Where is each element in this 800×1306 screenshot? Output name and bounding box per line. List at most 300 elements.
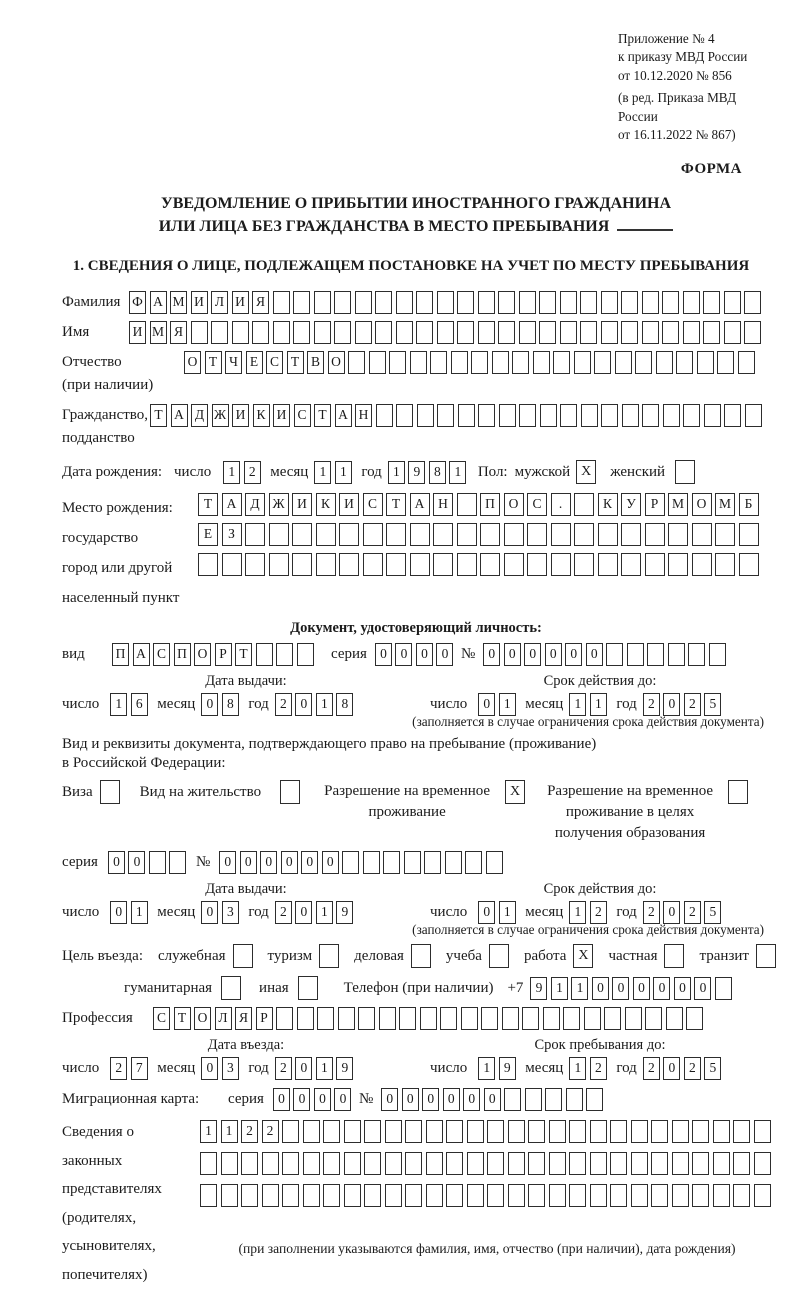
- char-cell[interactable]: [504, 1088, 521, 1111]
- char-cell[interactable]: [169, 851, 186, 874]
- char-cell[interactable]: Ч: [225, 351, 242, 374]
- char-cell[interactable]: 0: [504, 643, 521, 666]
- char-cell[interactable]: [549, 1120, 566, 1143]
- char-cell[interactable]: [437, 291, 454, 314]
- char-cell[interactable]: 9: [408, 461, 425, 484]
- char-cell[interactable]: 1: [590, 693, 607, 716]
- char-cell[interactable]: [269, 523, 289, 546]
- char-cell[interactable]: [344, 1152, 361, 1175]
- sex-female-checkbox[interactable]: [675, 460, 695, 484]
- char-cell[interactable]: [480, 553, 500, 576]
- char-cell[interactable]: [396, 404, 413, 427]
- char-cell[interactable]: 2: [275, 901, 292, 924]
- char-cell[interactable]: [610, 1120, 627, 1143]
- char-cell[interactable]: [580, 291, 597, 314]
- char-cell[interactable]: [252, 321, 269, 344]
- char-cell[interactable]: [363, 851, 380, 874]
- char-cell[interactable]: 2: [643, 1057, 660, 1080]
- char-cell[interactable]: [486, 851, 503, 874]
- char-cell[interactable]: [662, 321, 679, 344]
- char-cell[interactable]: [563, 1007, 580, 1030]
- char-cell[interactable]: 0: [478, 901, 495, 924]
- char-cell[interactable]: 0: [381, 1088, 398, 1111]
- char-cell[interactable]: Т: [386, 493, 406, 516]
- char-cell[interactable]: [492, 351, 509, 374]
- char-cell[interactable]: [405, 1152, 422, 1175]
- doc-series-cells[interactable]: [375, 643, 457, 666]
- permit-issue-year-cells[interactable]: [275, 901, 357, 924]
- char-cell[interactable]: [713, 1152, 730, 1175]
- char-cell[interactable]: [590, 1152, 607, 1175]
- char-cell[interactable]: [363, 553, 383, 576]
- char-cell[interactable]: О: [194, 643, 211, 666]
- char-cell[interactable]: [457, 493, 477, 516]
- char-cell[interactable]: [642, 404, 659, 427]
- purpose-gumanitarnaya-checkbox[interactable]: [221, 976, 241, 1000]
- char-cell[interactable]: [404, 851, 421, 874]
- char-cell[interactable]: 1: [314, 461, 331, 484]
- char-cell[interactable]: [437, 404, 454, 427]
- char-cell[interactable]: С: [153, 643, 170, 666]
- char-cell[interactable]: С: [153, 1007, 170, 1030]
- char-cell[interactable]: 0: [653, 977, 670, 1000]
- char-cell[interactable]: [410, 523, 430, 546]
- char-cell[interactable]: [549, 1184, 566, 1207]
- char-cell[interactable]: [683, 321, 700, 344]
- doc-type-cells[interactable]: [112, 643, 317, 666]
- char-cell[interactable]: [262, 1152, 279, 1175]
- doc-issue-day-cells[interactable]: [110, 693, 151, 716]
- char-cell[interactable]: [631, 1120, 648, 1143]
- char-cell[interactable]: [457, 553, 477, 576]
- char-cell[interactable]: [211, 321, 228, 344]
- char-cell[interactable]: [317, 1007, 334, 1030]
- char-cell[interactable]: [622, 404, 639, 427]
- char-cell[interactable]: [440, 1007, 457, 1030]
- char-cell[interactable]: Т: [198, 493, 218, 516]
- char-cell[interactable]: [478, 291, 495, 314]
- char-cell[interactable]: [692, 1184, 709, 1207]
- char-cell[interactable]: 1: [221, 1120, 238, 1143]
- char-cell[interactable]: О: [692, 493, 712, 516]
- char-cell[interactable]: И: [339, 493, 359, 516]
- char-cell[interactable]: Л: [211, 291, 228, 314]
- char-cell[interactable]: [297, 643, 314, 666]
- char-cell[interactable]: [560, 291, 577, 314]
- birth-month-cells[interactable]: [314, 461, 355, 484]
- char-cell[interactable]: [754, 1152, 771, 1175]
- char-cell[interactable]: 7: [131, 1057, 148, 1080]
- char-cell[interactable]: С: [527, 493, 547, 516]
- char-cell[interactable]: 0: [295, 901, 312, 924]
- purpose-chastnaya-checkbox[interactable]: [664, 944, 684, 968]
- char-cell[interactable]: П: [112, 643, 129, 666]
- char-cell[interactable]: Я: [252, 291, 269, 314]
- char-cell[interactable]: Б: [739, 493, 759, 516]
- stay-until-year-cells[interactable]: [643, 1057, 725, 1080]
- char-cell[interactable]: [200, 1152, 217, 1175]
- char-cell[interactable]: 0: [201, 1057, 218, 1080]
- purpose-ucheba-checkbox[interactable]: [489, 944, 509, 968]
- representatives-cells-row3[interactable]: [200, 1184, 774, 1207]
- char-cell[interactable]: [416, 291, 433, 314]
- char-cell[interactable]: [446, 1152, 463, 1175]
- char-cell[interactable]: К: [253, 404, 270, 427]
- char-cell[interactable]: Т: [314, 404, 331, 427]
- char-cell[interactable]: [668, 643, 685, 666]
- char-cell[interactable]: С: [363, 493, 383, 516]
- char-cell[interactable]: [420, 1007, 437, 1030]
- char-cell[interactable]: В: [307, 351, 324, 374]
- birth-year-cells[interactable]: [388, 461, 470, 484]
- char-cell[interactable]: [364, 1152, 381, 1175]
- char-cell[interactable]: [512, 351, 529, 374]
- char-cell[interactable]: [713, 1120, 730, 1143]
- char-cell[interactable]: [672, 1120, 689, 1143]
- char-cell[interactable]: [676, 351, 693, 374]
- char-cell[interactable]: [417, 404, 434, 427]
- char-cell[interactable]: [754, 1184, 771, 1207]
- char-cell[interactable]: 8: [429, 461, 446, 484]
- char-cell[interactable]: [292, 553, 312, 576]
- entry-month-cells[interactable]: [201, 1057, 242, 1080]
- char-cell[interactable]: [656, 351, 673, 374]
- char-cell[interactable]: [276, 1007, 293, 1030]
- char-cell[interactable]: 2: [643, 901, 660, 924]
- char-cell[interactable]: [446, 1184, 463, 1207]
- char-cell[interactable]: 3: [222, 1057, 239, 1080]
- patronymic-cells[interactable]: [184, 351, 758, 374]
- char-cell[interactable]: [355, 321, 372, 344]
- char-cell[interactable]: [601, 291, 618, 314]
- char-cell[interactable]: [610, 1184, 627, 1207]
- char-cell[interactable]: 2: [590, 1057, 607, 1080]
- char-cell[interactable]: 0: [293, 1088, 310, 1111]
- citizenship-cells[interactable]: [150, 404, 765, 427]
- char-cell[interactable]: О: [184, 351, 201, 374]
- char-cell[interactable]: И: [273, 404, 290, 427]
- char-cell[interactable]: 5: [704, 901, 721, 924]
- char-cell[interactable]: 2: [244, 461, 261, 484]
- char-cell[interactable]: [606, 643, 623, 666]
- char-cell[interactable]: 0: [586, 643, 603, 666]
- char-cell[interactable]: [457, 523, 477, 546]
- char-cell[interactable]: А: [335, 404, 352, 427]
- char-cell[interactable]: [276, 643, 293, 666]
- char-cell[interactable]: 2: [643, 693, 660, 716]
- char-cell[interactable]: 8: [222, 693, 239, 716]
- char-cell[interactable]: [508, 1152, 525, 1175]
- char-cell[interactable]: [744, 321, 761, 344]
- char-cell[interactable]: 0: [612, 977, 629, 1000]
- char-cell[interactable]: Л: [215, 1007, 232, 1030]
- char-cell[interactable]: [269, 553, 289, 576]
- char-cell[interactable]: [724, 291, 741, 314]
- char-cell[interactable]: [586, 1088, 603, 1111]
- char-cell[interactable]: [446, 1120, 463, 1143]
- char-cell[interactable]: [549, 1152, 566, 1175]
- char-cell[interactable]: [481, 1007, 498, 1030]
- char-cell[interactable]: А: [222, 493, 242, 516]
- char-cell[interactable]: 0: [395, 643, 412, 666]
- char-cell[interactable]: [560, 404, 577, 427]
- char-cell[interactable]: 2: [241, 1120, 258, 1143]
- char-cell[interactable]: З: [222, 523, 242, 546]
- birthplace-cells-row3[interactable]: [198, 553, 762, 576]
- char-cell[interactable]: 0: [334, 1088, 351, 1111]
- char-cell[interactable]: [480, 523, 500, 546]
- char-cell[interactable]: А: [171, 404, 188, 427]
- char-cell[interactable]: Т: [235, 643, 252, 666]
- char-cell[interactable]: А: [150, 291, 167, 314]
- char-cell[interactable]: [574, 553, 594, 576]
- char-cell[interactable]: [574, 493, 594, 516]
- char-cell[interactable]: [498, 321, 515, 344]
- char-cell[interactable]: 0: [402, 1088, 419, 1111]
- char-cell[interactable]: [692, 1152, 709, 1175]
- char-cell[interactable]: Р: [215, 643, 232, 666]
- char-cell[interactable]: О: [328, 351, 345, 374]
- char-cell[interactable]: 0: [260, 851, 277, 874]
- char-cell[interactable]: [527, 523, 547, 546]
- char-cell[interactable]: [369, 351, 386, 374]
- char-cell[interactable]: [424, 851, 441, 874]
- char-cell[interactable]: .: [551, 493, 571, 516]
- char-cell[interactable]: [519, 404, 536, 427]
- char-cell[interactable]: [344, 1120, 361, 1143]
- char-cell[interactable]: 2: [684, 901, 701, 924]
- char-cell[interactable]: И: [292, 493, 312, 516]
- char-cell[interactable]: [502, 1007, 519, 1030]
- char-cell[interactable]: [724, 404, 741, 427]
- visa-checkbox[interactable]: [100, 780, 120, 804]
- char-cell[interactable]: [396, 291, 413, 314]
- char-cell[interactable]: И: [232, 291, 249, 314]
- char-cell[interactable]: [303, 1120, 320, 1143]
- char-cell[interactable]: [471, 351, 488, 374]
- char-cell[interactable]: [323, 1152, 340, 1175]
- char-cell[interactable]: [584, 1007, 601, 1030]
- char-cell[interactable]: [292, 523, 312, 546]
- residence-permit-checkbox[interactable]: [280, 780, 300, 804]
- char-cell[interactable]: [539, 321, 556, 344]
- char-cell[interactable]: Ф: [129, 291, 146, 314]
- char-cell[interactable]: Ж: [212, 404, 229, 427]
- char-cell[interactable]: Д: [191, 404, 208, 427]
- char-cell[interactable]: [601, 404, 618, 427]
- char-cell[interactable]: Ж: [269, 493, 289, 516]
- char-cell[interactable]: 0: [219, 851, 236, 874]
- char-cell[interactable]: [668, 523, 688, 546]
- char-cell[interactable]: [200, 1184, 217, 1207]
- char-cell[interactable]: [293, 321, 310, 344]
- char-cell[interactable]: 0: [633, 977, 650, 1000]
- char-cell[interactable]: 1: [131, 901, 148, 924]
- char-cell[interactable]: [703, 291, 720, 314]
- char-cell[interactable]: К: [316, 493, 336, 516]
- char-cell[interactable]: [232, 321, 249, 344]
- char-cell[interactable]: 0: [273, 1088, 290, 1111]
- char-cell[interactable]: 1: [316, 693, 333, 716]
- char-cell[interactable]: [355, 291, 372, 314]
- char-cell[interactable]: [262, 1184, 279, 1207]
- char-cell[interactable]: [733, 1184, 750, 1207]
- char-cell[interactable]: [297, 1007, 314, 1030]
- char-cell[interactable]: [598, 553, 618, 576]
- char-cell[interactable]: [631, 1152, 648, 1175]
- char-cell[interactable]: [519, 321, 536, 344]
- char-cell[interactable]: 0: [663, 901, 680, 924]
- char-cell[interactable]: [445, 851, 462, 874]
- char-cell[interactable]: [293, 291, 310, 314]
- char-cell[interactable]: [647, 643, 664, 666]
- char-cell[interactable]: [433, 523, 453, 546]
- char-cell[interactable]: И: [232, 404, 249, 427]
- char-cell[interactable]: С: [294, 404, 311, 427]
- char-cell[interactable]: [703, 321, 720, 344]
- char-cell[interactable]: [410, 553, 430, 576]
- stay-until-day-cells[interactable]: [478, 1057, 519, 1080]
- char-cell[interactable]: 9: [336, 901, 353, 924]
- char-cell[interactable]: [642, 321, 659, 344]
- char-cell[interactable]: [540, 404, 557, 427]
- char-cell[interactable]: [323, 1120, 340, 1143]
- char-cell[interactable]: 1: [499, 901, 516, 924]
- doc-valid-month-cells[interactable]: [569, 693, 610, 716]
- char-cell[interactable]: [697, 351, 714, 374]
- char-cell[interactable]: [672, 1152, 689, 1175]
- char-cell[interactable]: [688, 643, 705, 666]
- char-cell[interactable]: 1: [569, 693, 586, 716]
- char-cell[interactable]: [519, 291, 536, 314]
- char-cell[interactable]: 1: [551, 977, 568, 1000]
- sex-male-checkbox[interactable]: X: [576, 460, 596, 484]
- doc-valid-day-cells[interactable]: [478, 693, 519, 716]
- purpose-rabota-checkbox[interactable]: X: [573, 944, 593, 968]
- char-cell[interactable]: [625, 1007, 642, 1030]
- char-cell[interactable]: [739, 523, 759, 546]
- char-cell[interactable]: [569, 1152, 586, 1175]
- char-cell[interactable]: [273, 291, 290, 314]
- char-cell[interactable]: [303, 1184, 320, 1207]
- char-cell[interactable]: [553, 351, 570, 374]
- char-cell[interactable]: [569, 1184, 586, 1207]
- birthplace-cells-row2[interactable]: [198, 523, 762, 546]
- char-cell[interactable]: 0: [416, 643, 433, 666]
- char-cell[interactable]: Е: [198, 523, 218, 546]
- char-cell[interactable]: 1: [335, 461, 352, 484]
- char-cell[interactable]: [551, 553, 571, 576]
- char-cell[interactable]: [692, 523, 712, 546]
- representatives-cells-row1[interactable]: [200, 1120, 774, 1143]
- char-cell[interactable]: 1: [569, 901, 586, 924]
- char-cell[interactable]: [683, 404, 700, 427]
- char-cell[interactable]: [334, 321, 351, 344]
- char-cell[interactable]: [692, 553, 712, 576]
- purpose-tranzit-checkbox[interactable]: [756, 944, 776, 968]
- char-cell[interactable]: 1: [571, 977, 588, 1000]
- char-cell[interactable]: [487, 1184, 504, 1207]
- char-cell[interactable]: [416, 321, 433, 344]
- char-cell[interactable]: И: [191, 291, 208, 314]
- char-cell[interactable]: 0: [484, 1088, 501, 1111]
- char-cell[interactable]: [383, 851, 400, 874]
- char-cell[interactable]: [739, 553, 759, 576]
- char-cell[interactable]: [539, 291, 556, 314]
- char-cell[interactable]: [375, 321, 392, 344]
- purpose-inaya-checkbox[interactable]: [298, 976, 318, 1000]
- char-cell[interactable]: 0: [663, 693, 680, 716]
- char-cell[interactable]: [754, 1120, 771, 1143]
- char-cell[interactable]: Я: [170, 321, 187, 344]
- char-cell[interactable]: [744, 291, 761, 314]
- permit-number-cells[interactable]: [219, 851, 506, 874]
- char-cell[interactable]: 0: [422, 1088, 439, 1111]
- char-cell[interactable]: [601, 321, 618, 344]
- char-cell[interactable]: 9: [499, 1057, 516, 1080]
- char-cell[interactable]: [528, 1184, 545, 1207]
- char-cell[interactable]: [399, 1007, 416, 1030]
- char-cell[interactable]: [458, 404, 475, 427]
- char-cell[interactable]: 2: [275, 693, 292, 716]
- char-cell[interactable]: [334, 291, 351, 314]
- permit-issue-day-cells[interactable]: [110, 901, 151, 924]
- temp-residence-edu-checkbox[interactable]: [728, 780, 748, 804]
- char-cell[interactable]: [314, 321, 331, 344]
- char-cell[interactable]: [339, 523, 359, 546]
- entry-day-cells[interactable]: [110, 1057, 151, 1080]
- char-cell[interactable]: [663, 404, 680, 427]
- char-cell[interactable]: [635, 351, 652, 374]
- char-cell[interactable]: [715, 523, 735, 546]
- char-cell[interactable]: [651, 1120, 668, 1143]
- char-cell[interactable]: 5: [704, 693, 721, 716]
- char-cell[interactable]: [487, 1120, 504, 1143]
- char-cell[interactable]: [241, 1152, 258, 1175]
- char-cell[interactable]: [457, 291, 474, 314]
- char-cell[interactable]: [504, 553, 524, 576]
- char-cell[interactable]: [645, 553, 665, 576]
- char-cell[interactable]: [733, 1152, 750, 1175]
- char-cell[interactable]: [467, 1152, 484, 1175]
- char-cell[interactable]: [508, 1120, 525, 1143]
- char-cell[interactable]: 0: [565, 643, 582, 666]
- char-cell[interactable]: [386, 553, 406, 576]
- char-cell[interactable]: 0: [694, 977, 711, 1000]
- char-cell[interactable]: [621, 321, 638, 344]
- char-cell[interactable]: [430, 351, 447, 374]
- char-cell[interactable]: [504, 523, 524, 546]
- permit-valid-month-cells[interactable]: [569, 901, 610, 924]
- char-cell[interactable]: И: [129, 321, 146, 344]
- char-cell[interactable]: М: [668, 493, 688, 516]
- char-cell[interactable]: [533, 351, 550, 374]
- char-cell[interactable]: 1: [499, 693, 516, 716]
- char-cell[interactable]: [348, 351, 365, 374]
- char-cell[interactable]: [525, 1088, 542, 1111]
- permit-valid-year-cells[interactable]: [643, 901, 725, 924]
- char-cell[interactable]: [545, 1088, 562, 1111]
- purpose-sluzhebnaya-checkbox[interactable]: [233, 944, 253, 968]
- char-cell[interactable]: [487, 1152, 504, 1175]
- char-cell[interactable]: [715, 977, 732, 1000]
- char-cell[interactable]: 0: [201, 693, 218, 716]
- char-cell[interactable]: [316, 523, 336, 546]
- char-cell[interactable]: 0: [295, 1057, 312, 1080]
- char-cell[interactable]: 0: [443, 1088, 460, 1111]
- char-cell[interactable]: [339, 553, 359, 576]
- char-cell[interactable]: 1: [316, 901, 333, 924]
